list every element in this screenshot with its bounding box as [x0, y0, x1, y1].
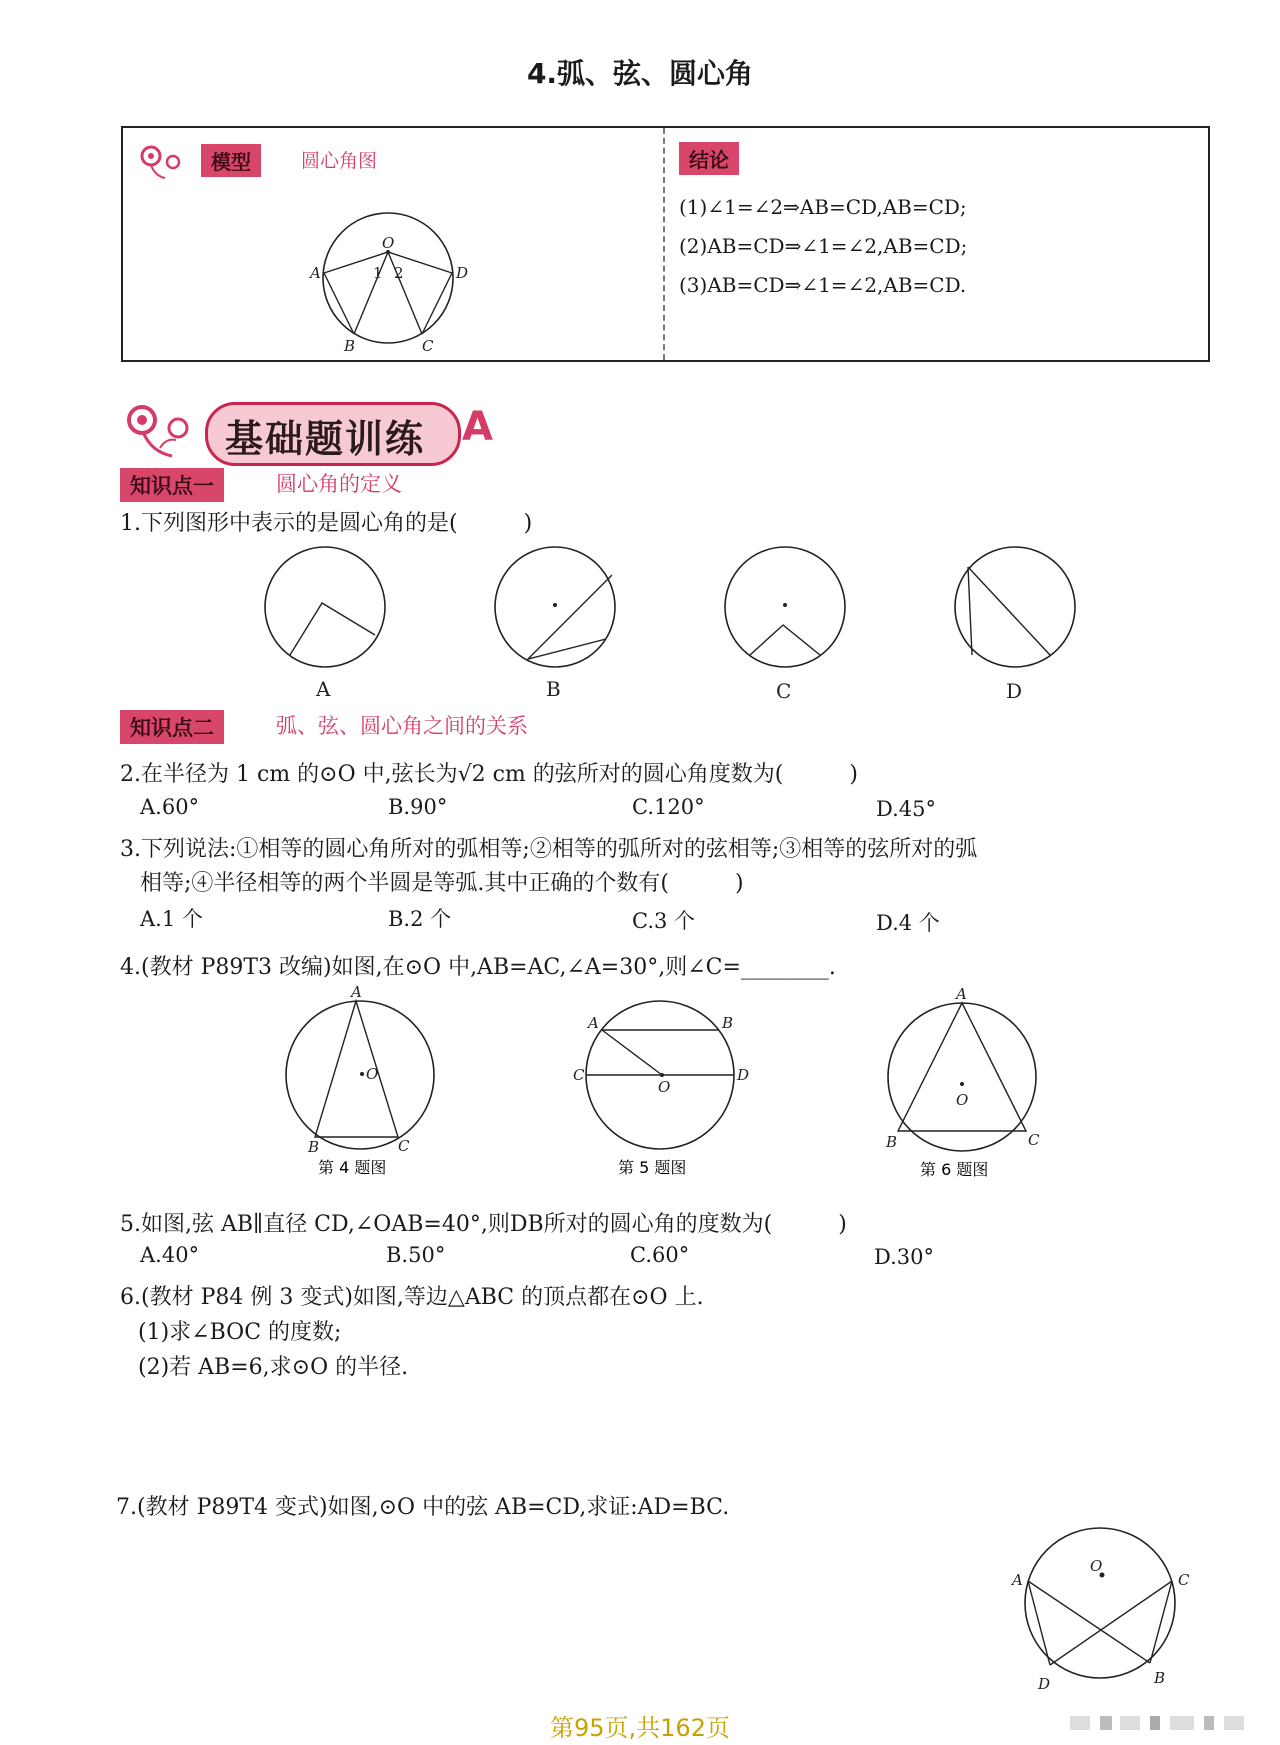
fig5 — [573, 1001, 749, 1177]
flower-icon — [122, 398, 202, 460]
fig7-label-d: D — [1038, 1675, 1051, 1693]
label-o: O — [382, 234, 395, 252]
fig6-label-b: B — [886, 1133, 898, 1151]
fig5-label-a: A — [588, 1014, 599, 1032]
q6-title: 6.(教材 P84 例 3 变式)如图,等边△ABC 的顶点都在⊙O 上. — [120, 1285, 704, 1310]
q3-option-b: B.2 个 — [388, 907, 452, 931]
q4-text: 4.(教材 P89T3 改编)如图,在⊙O 中,AB=AC,∠A=30°,则∠C=________. — [120, 955, 836, 980]
q5-option-b: B.50° — [386, 1243, 446, 1267]
q3-option-a: A.1 个 — [140, 907, 203, 931]
section-banner: 基础题训练 — [225, 417, 426, 461]
q6-part-2: (2)若 AB=6,求⊙O 的半径. — [138, 1355, 409, 1380]
label-2: 2 — [394, 264, 404, 282]
q2-option-d: D.45° — [876, 797, 936, 821]
q5-text: 5.如图,弦 AB∥直径 CD,∠OAB=40°,则DB所对的圆心角的度数为( ) — [120, 1212, 847, 1237]
conclusion-tag: 结论 — [679, 142, 739, 175]
flower-icon — [135, 140, 195, 180]
kp1-title: 圆心角的定义 — [276, 472, 402, 496]
q5-option-a: A.40° — [140, 1243, 200, 1267]
fig4-caption: 第 4 题图 — [318, 1158, 387, 1177]
fig4-label-c: C — [398, 1137, 410, 1155]
q1-label-c: C — [776, 679, 792, 703]
fig6-caption: 第 6 题图 — [920, 1160, 989, 1179]
label-1: 1 — [373, 264, 383, 282]
fig7-label-a: A — [1012, 1571, 1023, 1589]
kp2-title: 弧、弦、圆心角之间的关系 — [276, 714, 528, 738]
label-a: A — [310, 264, 321, 282]
fig5-label-o: O — [658, 1078, 671, 1096]
q5-option-d: D.30° — [874, 1245, 934, 1269]
model-box — [121, 126, 1210, 362]
model-name: 圆心角图 — [301, 150, 378, 172]
q1-label-a: A — [316, 677, 331, 701]
conclusion-line-2: (2)AB=CD⇒∠1=∠2,AB=CD; — [679, 234, 968, 258]
kp1-tag: 知识点一 — [120, 468, 224, 502]
q3-option-c: C.3 个 — [632, 909, 696, 933]
label-d: D — [456, 264, 469, 282]
fig6-label-a: A — [956, 985, 967, 1003]
fig4-label-a: A — [351, 985, 362, 1001]
fig7 — [1000, 1515, 1210, 1700]
page-footer: 第95页,共162页 — [550, 1714, 730, 1742]
q1-figures — [250, 545, 1150, 705]
kp2-tag: 知识点二 — [120, 710, 224, 744]
fig6-label-o: O — [956, 1091, 969, 1109]
fig4 — [286, 985, 434, 1177]
box-divider — [663, 128, 665, 360]
fig7-label-c: C — [1178, 1571, 1190, 1589]
q1-fig-a — [265, 547, 385, 667]
fig6-label-c: C — [1028, 1131, 1040, 1149]
q7-text: 7.(教材 P89T4 变式)如图,⊙O 中的弦 AB=CD,求证:AD=BC. — [116, 1495, 730, 1520]
fig4-label-b: B — [308, 1138, 320, 1156]
fig5-label-d: D — [737, 1066, 750, 1084]
q6-part-1: (1)求∠BOC 的度数; — [138, 1320, 342, 1345]
label-b: B — [344, 337, 356, 355]
q5-option-c: C.60° — [630, 1243, 690, 1267]
q1-fig-b — [495, 547, 615, 667]
q1-label-b: B — [546, 677, 561, 701]
model-tag: 模型 — [201, 144, 261, 177]
q3-line-1: 3.下列说法:①相等的圆心角所对的弧相等;②相等的弧所对的弦相等;③相等的弦所对的弧 — [120, 837, 978, 862]
q2-option-b: B.90° — [388, 795, 448, 819]
q1-fig-c — [725, 547, 845, 667]
label-c: C — [422, 337, 434, 355]
conclusion-line-1: (1)∠1=∠2⇒AB=CD,AB=CD; — [679, 195, 967, 219]
q1-fig-d — [955, 547, 1075, 667]
q2-text: 2.在半径为 1 cm 的⊙O 中,弦长为√2 cm 的弦所对的圆心角度数为( ) — [120, 762, 858, 787]
q1-text: 1.下列图形中表示的是圆心角的是( ) — [120, 511, 533, 536]
q2-option-c: C.120° — [632, 795, 705, 819]
fig5-label-b: B — [722, 1014, 734, 1032]
fig7-label-b: B — [1154, 1669, 1166, 1687]
section-letter: A — [462, 404, 493, 450]
page-title: 4.弧、弦、圆心角 — [526, 57, 754, 90]
model-diagram — [298, 198, 473, 358]
q2-option-a: A.60° — [140, 795, 200, 819]
fig7-label-o: O — [1090, 1557, 1103, 1575]
q3-line-2: 相等;④半径相等的两个半圆是等弧.其中正确的个数有( ) — [140, 871, 744, 896]
fig6 — [885, 985, 1040, 1179]
fig5-label-c: C — [573, 1066, 585, 1084]
q1-label-d: D — [1006, 679, 1023, 703]
fig4-label-o: O — [366, 1065, 379, 1083]
scan-marks — [1060, 1716, 1270, 1730]
model-circle — [323, 213, 453, 343]
q4-6-figures — [270, 985, 1050, 1185]
q3-option-d: D.4 个 — [876, 911, 940, 935]
fig5-caption: 第 5 题图 — [618, 1158, 687, 1177]
conclusion-line-3: (3)AB=CD⇒∠1=∠2,AB=CD. — [679, 273, 967, 297]
conclusion-list — [679, 188, 967, 305]
